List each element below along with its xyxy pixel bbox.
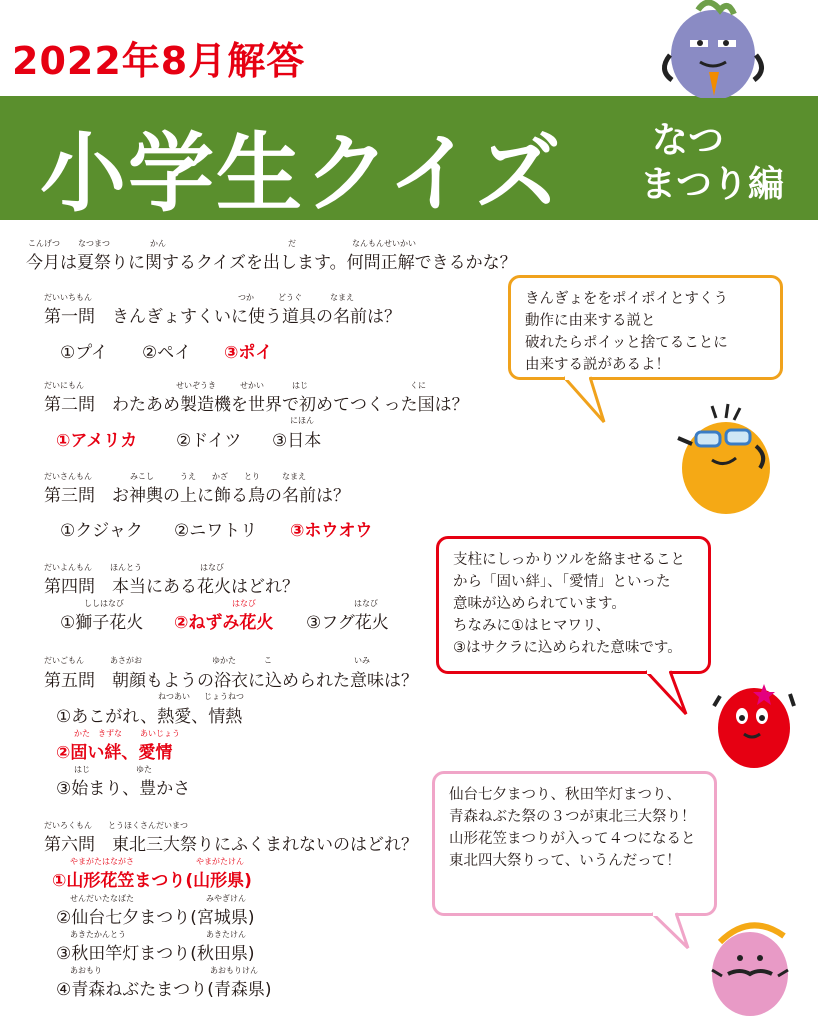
ruby: つか	[238, 293, 254, 302]
bubble-line: 青森ねぶた祭の３つが東北三大祭り！	[449, 809, 696, 825]
q5-option-1: ①あこがれ、熱愛、情熱	[56, 707, 243, 727]
ruby: なつまつ	[78, 239, 110, 248]
ruby: だいろくもん	[44, 821, 92, 830]
question-3: 第三問 お神輿の上に飾る鳥の名前は？	[44, 486, 350, 506]
ruby: なまえ	[282, 472, 306, 481]
bubble-line: 動作に由来する説と	[525, 313, 656, 329]
q5-answer: ②固い絆、愛情	[56, 743, 173, 763]
ruby: じょうねつ	[204, 692, 244, 701]
ruby: せいぞうき	[176, 381, 216, 390]
ruby: にほん	[290, 416, 314, 425]
q3-answer: ③ホウオウ	[290, 521, 373, 541]
bubble-line: 支柱にしっかりツルを絡ませること	[453, 552, 685, 568]
ruby: うえ	[180, 472, 196, 481]
ruby: こ	[264, 656, 272, 665]
q3-option-1: ①クジャク	[60, 521, 143, 541]
bubble-line: ③はサクラに込められた意味です。	[453, 640, 682, 656]
q3-option-2: ②ニワトリ	[174, 521, 258, 541]
ruby: ゆた	[136, 765, 152, 774]
year-title: 2022年8月解答	[12, 39, 306, 83]
q6-option-4: ④青森ねぶたまつり(青森県)	[56, 980, 272, 1000]
bubble-line: 東北四大祭りって、いうんだって！	[449, 853, 681, 869]
hint-bubble-2	[436, 536, 711, 674]
ruby: かん	[150, 239, 166, 248]
ruby: あきたけん	[206, 930, 246, 939]
ruby: はなび	[200, 563, 224, 572]
hint-bubble-3	[432, 771, 717, 916]
bubble-line: ちなみに①はヒマワリ、	[453, 618, 611, 634]
q4-answer: ②ねずみ花火	[174, 613, 274, 633]
ruby: だ	[288, 239, 296, 248]
ruby: みやぎけん	[206, 894, 246, 903]
q6-answer: ①山形花笠まつり(山形県)	[52, 871, 252, 891]
ruby: きずな	[98, 729, 122, 738]
banner-title: 小学生クイズ	[40, 124, 563, 224]
ruby: とうほくさんだいまつ	[108, 821, 188, 830]
ruby: なまえ	[330, 293, 354, 302]
ruby: どうぐ	[278, 293, 302, 302]
q5-option-3: ③始まり、豊かさ	[56, 779, 191, 799]
ruby: だいごもん	[44, 656, 84, 665]
bubble-line: 由来する説があるよ！	[525, 357, 670, 373]
ruby: あさがお	[110, 656, 142, 665]
question-5: 第五問 朝顔もようの浴衣に込められた意味は？	[44, 671, 418, 691]
ruby: くに	[410, 381, 426, 390]
ruby: かざ	[212, 472, 228, 481]
yellow-mascot-icon	[668, 398, 778, 516]
ruby: みこし	[130, 472, 154, 481]
q2-answer: ①アメリカ	[56, 431, 138, 451]
bubble-line: きんぎょををポイポイとすくう	[525, 291, 728, 307]
ruby: だいよんもん	[44, 563, 92, 572]
ruby: いみ	[354, 656, 370, 665]
q1-answer: ③ポイ	[224, 343, 273, 363]
ruby: だいにもん	[44, 381, 84, 390]
ruby: はなび	[354, 599, 378, 608]
q2-option-3: ③日本	[272, 431, 322, 451]
q4-option-1: ①獅子花火	[60, 613, 144, 633]
ruby: はなび	[232, 599, 256, 608]
ruby: やまがたはながさ	[70, 857, 134, 866]
ruby: せかい	[240, 381, 264, 390]
intro-text: 今月は夏祭りに関するクイズを出します。何問正解できるかな？	[26, 253, 517, 273]
ruby: せんだいたなばた	[70, 894, 134, 903]
bubble-tail-icon	[560, 376, 610, 426]
ruby: こんげつ	[28, 239, 60, 248]
ruby: あおもり	[70, 966, 102, 975]
red-mascot-icon	[704, 676, 804, 772]
ruby: ししはなび	[84, 599, 124, 608]
purple-mascot-icon	[648, 0, 778, 98]
ruby: だいいちもん	[44, 293, 92, 302]
bubble-tail-icon	[648, 912, 694, 952]
bubble-line: 破れたらポイッと捨てることに	[525, 335, 728, 351]
pink-mascot-icon	[700, 912, 800, 1020]
ruby: とり	[244, 472, 260, 481]
bubble-tail-icon	[640, 670, 690, 718]
ruby: あいじょう	[140, 729, 180, 738]
ruby: ゆかた	[212, 656, 236, 665]
ruby: だいさんもん	[44, 472, 92, 481]
question-1: 第一問 きんぎょすくいに使う道具の名前は？	[44, 307, 401, 327]
ruby: あおもりけん	[210, 966, 258, 975]
bubble-line: 山形花笠まつりが入って４つになると	[449, 831, 696, 847]
banner-subtitle-2: まつり編	[640, 164, 785, 205]
q1-option-1: ①プイ	[60, 343, 108, 363]
q6-option-3: ③秋田竿灯まつり(秋田県)	[56, 944, 255, 964]
ruby: なんもんせいかい	[352, 239, 416, 248]
banner-subtitle-1: なつ	[652, 120, 725, 161]
ruby: はじ	[292, 381, 308, 390]
q4-option-3: ③フグ花火	[306, 613, 389, 633]
ruby: ほんとう	[110, 563, 142, 572]
ruby: やまがたけん	[196, 857, 244, 866]
q1-option-2: ②ペイ	[142, 343, 192, 363]
q2-option-2: ②ドイツ	[176, 431, 242, 451]
bubble-line: 仙台七夕まつり、秋田竿灯まつり、	[449, 787, 681, 803]
question-6: 第六問 東北三大祭りにふくまれないのはどれ？	[44, 835, 418, 855]
ruby: はじ	[74, 765, 90, 774]
question-2: 第二問 わたあめ製造機を世界で初めてつくった国は？	[44, 395, 469, 415]
ruby: かた	[74, 729, 90, 738]
hint-bubble-1	[508, 275, 783, 380]
q6-option-2: ②仙台七夕まつり(宮城県)	[56, 908, 255, 928]
ruby: あきたかんとう	[70, 930, 126, 939]
question-4: 第四問 本当にある花火はどれ？	[44, 577, 299, 597]
ruby: ねつあい	[158, 692, 190, 701]
bubble-line: から「固い絆」、「愛情」といった	[453, 574, 671, 590]
bubble-line: 意味が込められています。	[453, 596, 626, 612]
